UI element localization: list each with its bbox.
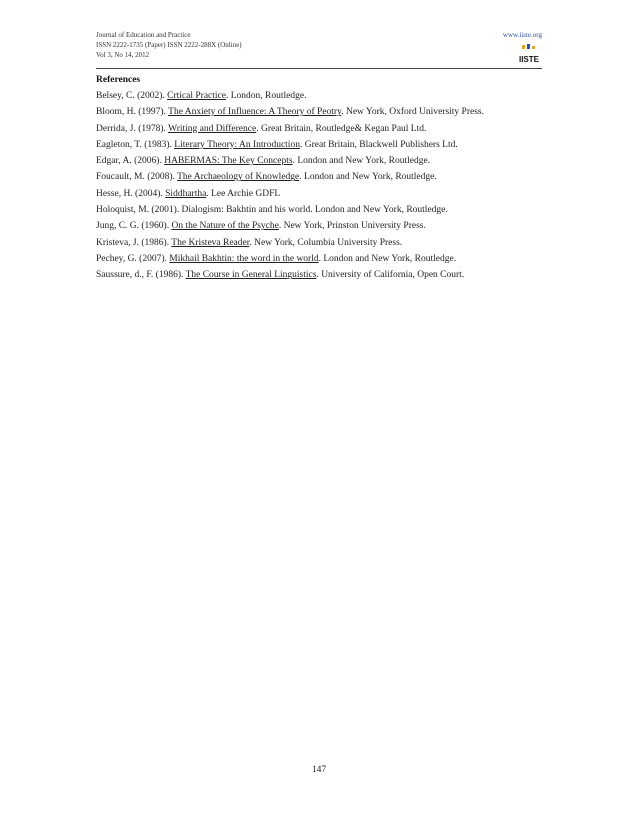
reference-title: The Archaeology of Knowledge <box>177 172 300 183</box>
volume-line: Vol 3, No 14, 2012 <box>96 51 150 59</box>
svg-text:IISTE: IISTE <box>518 55 540 64</box>
reference-item <box>96 155 542 167</box>
reference-item <box>96 253 542 265</box>
iiste-logo <box>518 44 540 64</box>
reference-publisher: . University of California, Open Court. <box>316 270 465 281</box>
reference-item <box>96 171 542 183</box>
reference-publisher: . London and New York, Routledge. <box>318 253 457 264</box>
reference-authors: Kristeva, J. (1986). <box>96 237 172 248</box>
reference-item <box>96 123 542 135</box>
issn-line: ISSN 2222-1735 (Paper) ISSN 2222-288X (Online) <box>96 41 242 49</box>
reference-authors: Belsey, C. (2002). <box>96 91 168 101</box>
reference-authors: Bloom, H. (1997). <box>96 107 169 118</box>
reference-authors: Eagleton, T. (1983). <box>96 139 175 150</box>
reference-title: On the Nature of the Psyche <box>171 221 279 232</box>
references-list <box>96 90 542 281</box>
reference-title: HABERMAS: The Key Concepts <box>164 156 293 167</box>
reference-item <box>96 188 542 200</box>
reference-item <box>96 237 542 249</box>
reference-item <box>96 139 542 151</box>
reference-publisher: . Great Britain, Blackwell Publishers Ltd. <box>299 139 458 150</box>
reference-publisher: . New York, Oxford University Press. <box>341 107 484 118</box>
reference-authors: Pechey, G. (2007). <box>96 253 170 264</box>
reference-authors: Derrida, J. (1978). <box>96 123 169 134</box>
page-number: 147 <box>311 765 327 775</box>
reference-publisher: . London and New York, Routledge. <box>292 156 431 167</box>
journal-name: Journal of Education and Practice <box>96 31 191 39</box>
reference-authors: Jung, C. G. (1960). <box>96 221 172 232</box>
reference-authors: Saussure, d., F. (1986). <box>96 270 186 281</box>
reference-item <box>96 106 542 118</box>
reference-title: Crtical Practice <box>167 91 226 101</box>
page-header <box>96 30 542 72</box>
reference-item <box>96 269 542 281</box>
references-section <box>96 74 542 286</box>
reference-title: The Anxiety of Influence: A Theory of Peotry <box>168 107 342 118</box>
reference-publisher: . New York, Prinston University Press. <box>278 221 426 232</box>
reference-title: Siddhartha <box>165 188 207 199</box>
reference-authors: Hesse, H. (2004). <box>96 188 166 199</box>
reference-item <box>96 204 542 216</box>
reference-title: Writing and Difference <box>168 123 257 134</box>
reference-publisher: . New York, Columbia University Press. <box>249 237 403 248</box>
reference-authors: Holoquist, M. (2001). Dialogism: Bakhtin and his world. London and New York, Routledge. <box>96 205 448 216</box>
reference-title: The Course in General Linguistics <box>185 270 317 281</box>
reference-title: Mikhail Bakhtin: the word in the world <box>169 253 319 264</box>
reference-publisher: . London and New York, Routledge. <box>299 172 437 183</box>
header-divider <box>96 68 542 69</box>
reference-item <box>96 220 542 232</box>
reference-title: Literary Theory: An Introduction <box>174 139 300 150</box>
references-heading: References <box>96 75 141 85</box>
reference-authors: Foucault, M. (2008). <box>96 172 178 183</box>
reference-publisher: . London, Routledge. <box>225 91 307 101</box>
reference-item <box>96 90 542 102</box>
reference-publisher: . Great Britain, Routledge& Kegan Paul Ltd. <box>256 123 427 134</box>
reference-publisher: . Lee Archie GDFL <box>206 188 281 199</box>
reference-authors: Edgar, A. (2006). <box>96 156 165 167</box>
journal-url-link[interactable]: www.iiste.org <box>502 31 542 39</box>
reference-title: The Kristeva Reader <box>171 237 250 248</box>
